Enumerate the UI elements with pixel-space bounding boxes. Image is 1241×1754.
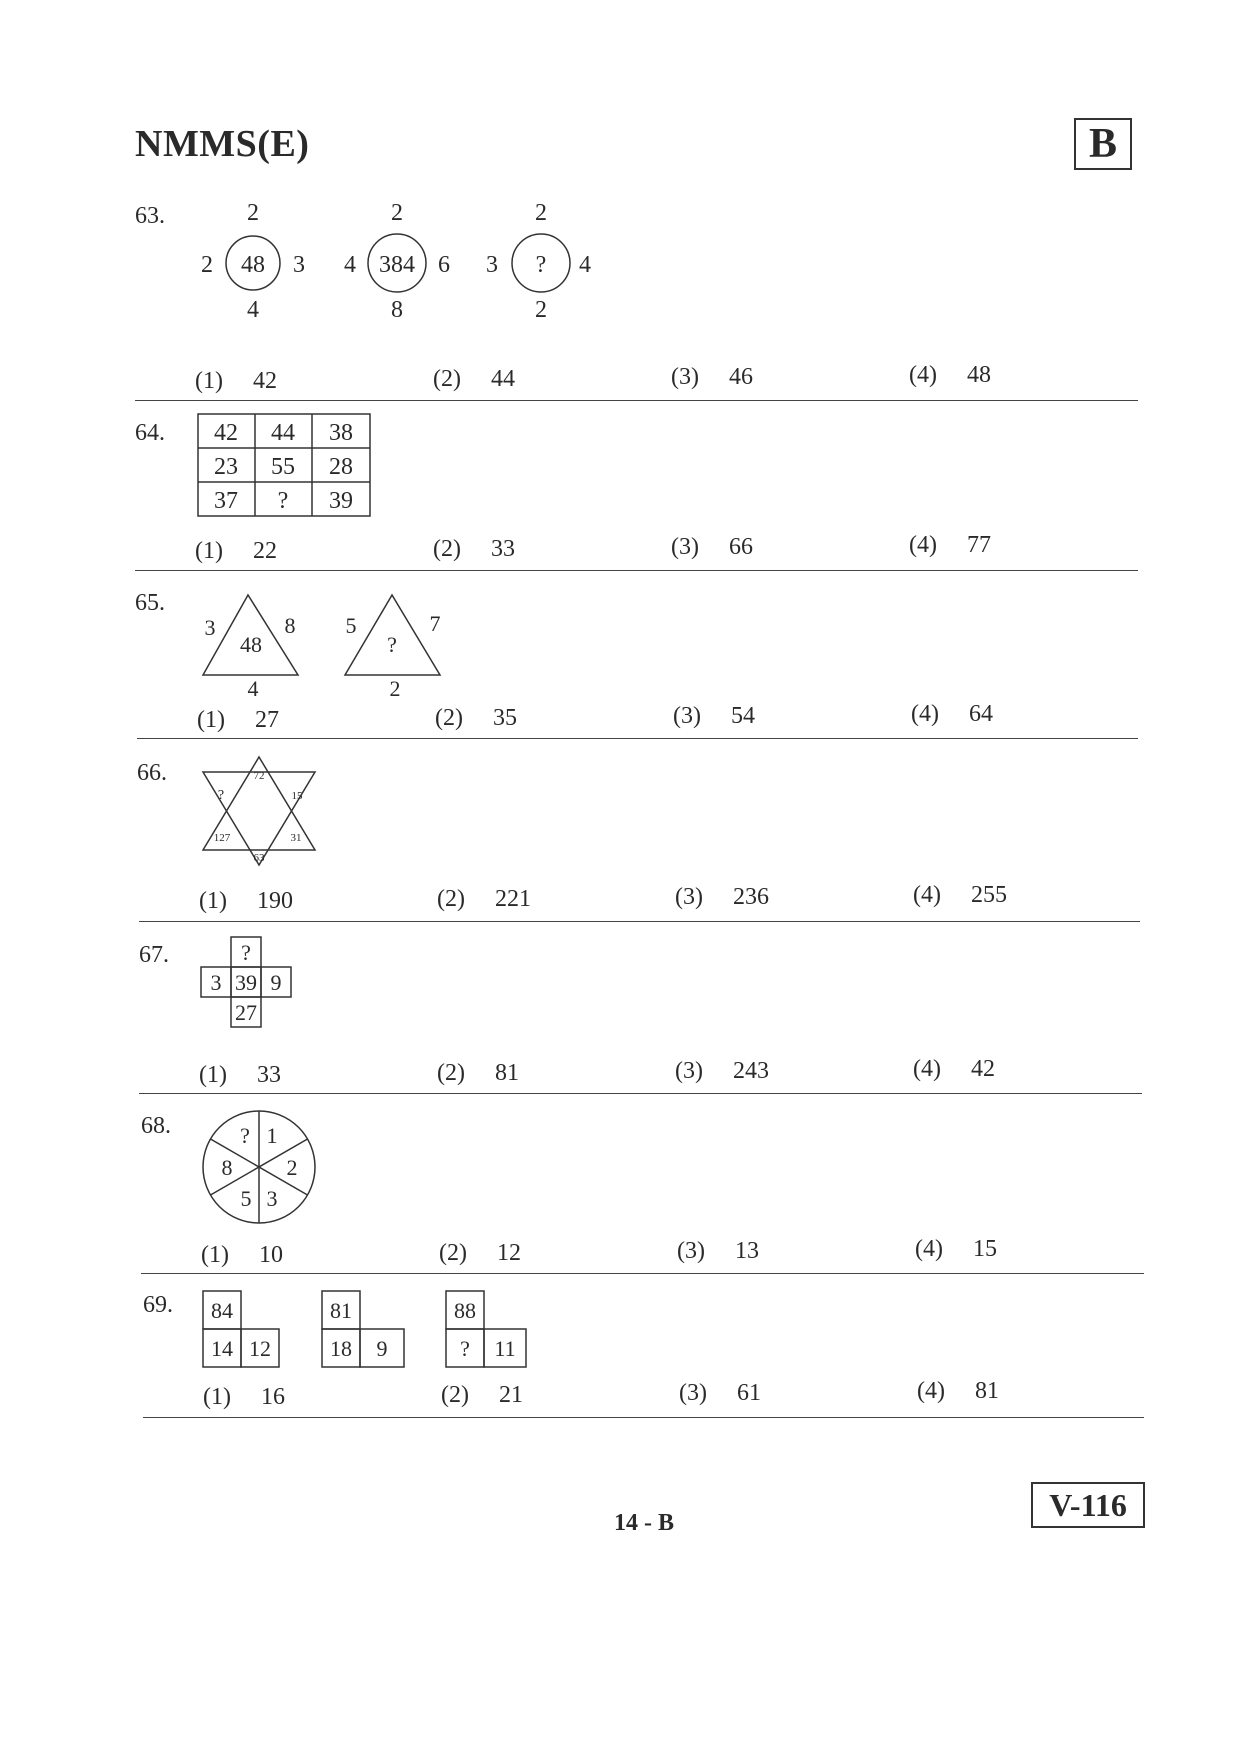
grid-cell: 44 bbox=[271, 420, 295, 446]
divider bbox=[135, 570, 1138, 571]
triangle-2-right: 7 bbox=[429, 611, 441, 636]
cross-right: 9 bbox=[270, 970, 282, 995]
question-68-figure bbox=[200, 1108, 320, 1228]
question-67-figure bbox=[198, 935, 298, 1035]
option-1[interactable]: (1) 42 bbox=[195, 368, 277, 394]
wheel-sector: 5 bbox=[240, 1186, 252, 1211]
page-number: 14 - B bbox=[614, 1510, 674, 1536]
circle-1-center: 48 bbox=[241, 252, 265, 278]
option-1[interactable]: (1) 33 bbox=[199, 1062, 281, 1088]
block-1-bottom-right: 12 bbox=[249, 1336, 271, 1361]
grid-cell: 42 bbox=[214, 420, 238, 446]
option-2[interactable]: (2) 21 bbox=[441, 1382, 523, 1408]
divider bbox=[139, 921, 1140, 922]
triangle-1-bottom: 4 bbox=[247, 676, 259, 701]
option-4[interactable]: (4) 42 bbox=[913, 1056, 995, 1082]
circle-1-right: 3 bbox=[293, 252, 305, 278]
question-66-number: 66. bbox=[137, 760, 167, 786]
option-3[interactable]: (3) 61 bbox=[679, 1380, 761, 1406]
question-65-figure bbox=[195, 590, 465, 700]
option-4[interactable]: (4) 48 bbox=[909, 362, 991, 388]
grid-cell-missing: ? bbox=[277, 488, 289, 514]
block-3-top: 88 bbox=[454, 1298, 476, 1323]
cross-left: 3 bbox=[210, 970, 222, 995]
option-1[interactable]: (1) 190 bbox=[199, 888, 293, 914]
block-figure-2 bbox=[322, 1291, 404, 1367]
star-top: 72 bbox=[253, 770, 265, 782]
circle-3-right: 4 bbox=[579, 252, 591, 278]
option-4[interactable]: (4) 81 bbox=[917, 1378, 999, 1404]
option-3[interactable]: (3) 13 bbox=[677, 1238, 759, 1264]
option-2[interactable]: (2) 221 bbox=[437, 886, 531, 912]
circle-figure-1 bbox=[201, 200, 305, 323]
block-3-bottom-right: 11 bbox=[494, 1336, 516, 1361]
wheel-sector: 3 bbox=[266, 1186, 278, 1211]
star-bottom: 63 bbox=[253, 852, 265, 864]
block-2-top: 81 bbox=[330, 1298, 352, 1323]
triangle-2-center: ? bbox=[387, 632, 397, 657]
circle-1-bottom: 4 bbox=[247, 297, 259, 323]
option-1[interactable]: (1) 27 bbox=[197, 707, 279, 733]
divider bbox=[139, 1093, 1142, 1094]
block-2-bottom-right: 9 bbox=[376, 1336, 388, 1361]
block-1-bottom-left: 14 bbox=[211, 1336, 233, 1361]
option-3[interactable]: (3) 46 bbox=[671, 364, 753, 390]
cross-top: ? bbox=[241, 940, 251, 965]
grid-cell: 55 bbox=[271, 454, 295, 480]
block-figure-1 bbox=[203, 1291, 279, 1367]
circle-2-bottom: 8 bbox=[391, 297, 403, 323]
booklet-code-box: V-116 bbox=[1031, 1482, 1145, 1528]
divider bbox=[135, 400, 1138, 401]
option-2[interactable]: (2) 81 bbox=[437, 1060, 519, 1086]
circle-2-top: 2 bbox=[391, 200, 403, 226]
circle-3-center: ? bbox=[535, 252, 547, 278]
grid-cell: 37 bbox=[214, 488, 238, 514]
star-upper-right: 15 bbox=[291, 790, 303, 802]
question-63-figure bbox=[180, 195, 620, 325]
question-69-figure bbox=[200, 1288, 535, 1373]
wheel-sector: ? bbox=[240, 1123, 250, 1148]
wheel-sector: 2 bbox=[286, 1155, 298, 1180]
circle-3-left: 3 bbox=[486, 252, 498, 278]
circle-3-bottom: 2 bbox=[535, 297, 547, 323]
option-4[interactable]: (4) 15 bbox=[915, 1236, 997, 1262]
question-64-figure bbox=[197, 413, 372, 518]
triangle-1-left: 3 bbox=[204, 615, 216, 640]
block-2-bottom-left: 18 bbox=[330, 1336, 352, 1361]
block-1-top: 84 bbox=[211, 1298, 233, 1323]
star-lower-right: 31 bbox=[290, 832, 302, 844]
option-2[interactable]: (2) 33 bbox=[433, 536, 515, 562]
option-4[interactable]: (4) 255 bbox=[913, 882, 1007, 908]
triangle-figure-1 bbox=[203, 595, 298, 701]
divider bbox=[143, 1417, 1144, 1418]
divider bbox=[137, 738, 1138, 739]
block-figure-3 bbox=[446, 1291, 526, 1367]
circle-figure-2 bbox=[344, 200, 450, 323]
grid-cell: 39 bbox=[329, 488, 353, 514]
option-2[interactable]: (2) 44 bbox=[433, 366, 515, 392]
set-code-box: B bbox=[1074, 118, 1132, 170]
circle-1-top: 2 bbox=[247, 200, 259, 226]
grid-cell: 38 bbox=[329, 420, 353, 446]
question-66-figure bbox=[197, 755, 322, 870]
circle-2-center: 384 bbox=[379, 252, 415, 278]
option-4[interactable]: (4) 64 bbox=[911, 701, 993, 727]
question-64-number: 64. bbox=[135, 420, 165, 446]
circle-figure-3 bbox=[486, 200, 591, 323]
circle-1-left: 2 bbox=[201, 252, 213, 278]
divider bbox=[141, 1273, 1144, 1274]
question-63-number: 63. bbox=[135, 203, 165, 229]
option-1[interactable]: (1) 16 bbox=[203, 1384, 285, 1410]
option-1[interactable]: (1) 10 bbox=[201, 1242, 283, 1268]
triangle-1-right: 8 bbox=[284, 613, 296, 638]
wheel-sector: 8 bbox=[221, 1155, 233, 1180]
star-lower-left: 127 bbox=[213, 832, 231, 844]
option-4[interactable]: (4) 77 bbox=[909, 532, 991, 558]
option-3[interactable]: (3) 236 bbox=[675, 884, 769, 910]
circle-3-top: 2 bbox=[535, 200, 547, 226]
option-3[interactable]: (3) 66 bbox=[671, 534, 753, 560]
exam-title: NMMS(E) bbox=[135, 123, 310, 165]
star-upper-left: ? bbox=[217, 788, 225, 803]
circle-2-right: 6 bbox=[438, 252, 450, 278]
option-3[interactable]: (3) 54 bbox=[673, 703, 755, 729]
question-65-number: 65. bbox=[135, 590, 165, 616]
option-2[interactable]: (2) 35 bbox=[435, 705, 517, 731]
circle-2-left: 4 bbox=[344, 252, 356, 278]
cross-center: 39 bbox=[235, 970, 257, 995]
question-69-number: 69. bbox=[143, 1292, 173, 1318]
triangle-2-left: 5 bbox=[345, 613, 357, 638]
cross-bottom: 27 bbox=[235, 1000, 257, 1025]
question-67-number: 67. bbox=[139, 942, 169, 968]
triangle-figure-2 bbox=[345, 595, 441, 701]
option-3[interactable]: (3) 243 bbox=[675, 1058, 769, 1084]
triangle-2-bottom: 2 bbox=[389, 676, 401, 701]
grid-cell: 23 bbox=[214, 454, 238, 480]
grid-cell: 28 bbox=[329, 454, 353, 480]
wheel-sector: 1 bbox=[266, 1123, 278, 1148]
option-2[interactable]: (2) 12 bbox=[439, 1240, 521, 1266]
option-1[interactable]: (1) 22 bbox=[195, 538, 277, 564]
question-68-number: 68. bbox=[141, 1113, 171, 1139]
triangle-1-center: 48 bbox=[240, 632, 262, 657]
block-3-bottom-left: ? bbox=[460, 1336, 470, 1361]
